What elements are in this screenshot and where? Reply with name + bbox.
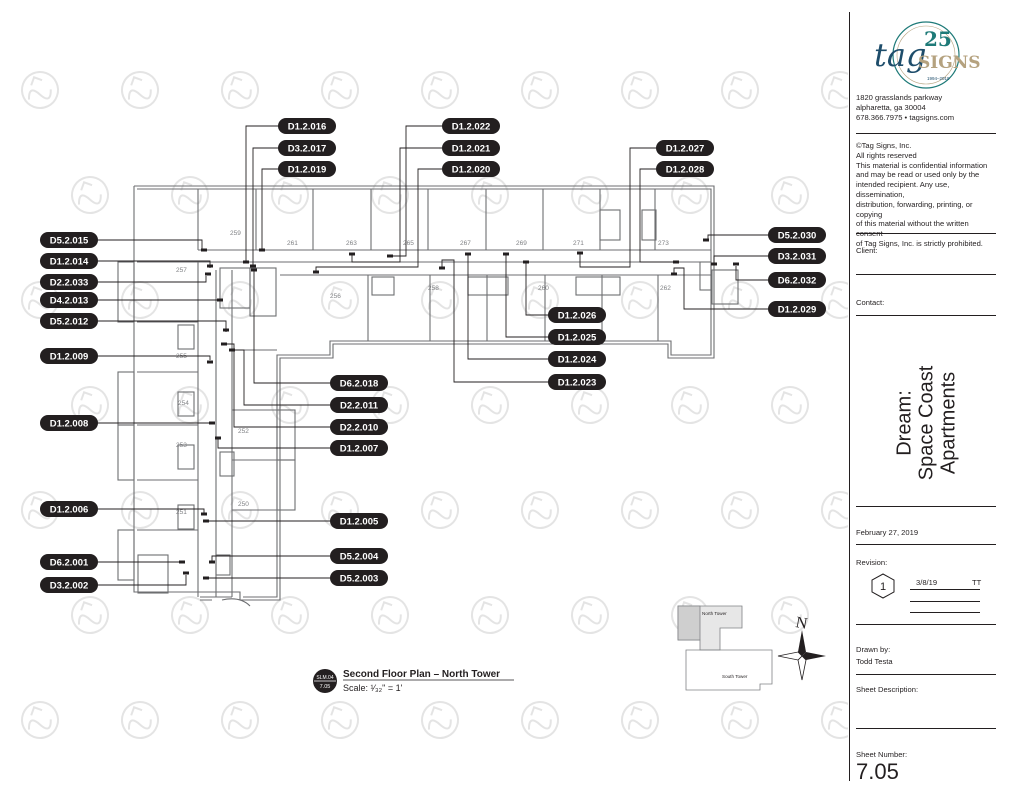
revision-label: Revision:: [856, 558, 888, 567]
watermark-logo: [16, 696, 64, 744]
room-number: 256: [330, 293, 341, 300]
watermark-logo: [516, 486, 564, 534]
sign-tag-text: D1.2.014: [49, 256, 89, 268]
sign-tag-d1-2-006: [40, 501, 98, 517]
watermark-logo: [716, 276, 764, 324]
watermark-logo: [466, 171, 514, 219]
watermark-logo: [116, 66, 164, 114]
leader-line-d3-2-031: [714, 256, 768, 264]
sign-tag-text: D2.2.033: [49, 277, 89, 289]
room-number: 263: [346, 240, 357, 247]
room-number: 260: [538, 285, 549, 292]
sign-tag-text: D6.2.001: [49, 557, 89, 569]
copyright-line: All rights reserved: [856, 150, 917, 160]
sign-tag-text: D1.2.022: [451, 121, 491, 133]
sign-tag-text: D1.2.028: [665, 164, 705, 176]
sign-tag-d1-2-022: [442, 118, 500, 134]
svg-text:tag: tag: [874, 36, 927, 74]
watermark-logo: [666, 171, 714, 219]
sign-tag-d6-2-032: [768, 272, 826, 288]
copyright-line: ©Tag Signs, Inc.: [856, 141, 912, 150]
leader-line-d5-2-012: [98, 321, 226, 332]
watermark-logo: [616, 696, 664, 744]
watermark-logo: [666, 381, 714, 429]
watermark-logo: [166, 591, 214, 639]
key-plan-south-label: South Tower: [722, 674, 748, 679]
sign-tag-d2-2-033: [40, 274, 98, 290]
sign-tag-text: D5.2.003: [339, 573, 379, 585]
revision-initials: TT: [972, 578, 982, 587]
leader-line-d1-2-027: [580, 148, 656, 267]
watermark-logo: [316, 276, 364, 324]
watermark-logo: [816, 486, 848, 534]
room-number: 253: [176, 442, 187, 449]
watermark-logo: [266, 171, 314, 219]
leader-line-d6-2-018: [254, 270, 330, 383]
sign-tag-text: D1.2.020: [451, 164, 491, 176]
watermark-logo: [366, 171, 414, 219]
room-number: 251: [176, 509, 187, 516]
revision-line: [910, 601, 980, 602]
sign-tag-d4-2-013: [40, 292, 98, 308]
sheet-number: 7.05: [856, 759, 899, 784]
sign-tag-text: D5.2.030: [777, 230, 817, 242]
sign-tag-d1-2-025: [548, 329, 606, 345]
svg-text:1994–2019: 1994–2019: [927, 76, 950, 81]
leader-line-d3-2-002: [98, 575, 186, 585]
marker-d5-2-030: [703, 239, 709, 242]
revision-hexagon-icon: [870, 573, 896, 599]
marker-d6-2-032: [733, 263, 739, 266]
marker-d1-2-009: [207, 361, 213, 364]
sign-tag-d1-2-023: [548, 374, 606, 390]
room-number: 267: [460, 240, 471, 247]
watermark-logo: [816, 696, 848, 744]
sign-tag-text: D5.2.012: [49, 316, 89, 328]
marker-d5-2-012: [223, 329, 229, 332]
leader-line-d1-2-022: [390, 126, 442, 256]
watermark-pattern: [16, 66, 848, 744]
address-line: alpharetta, ga 30004: [856, 102, 926, 112]
leader-line-d1-2-025: [506, 254, 548, 337]
revision-line: [910, 589, 980, 590]
sign-tag-text: D1.2.009: [49, 351, 89, 363]
sign-tag-text: D1.2.025: [557, 332, 597, 344]
sign-tag-d3-2-031: [768, 248, 826, 264]
watermark-logo: [16, 66, 64, 114]
sign-tag-d5-2-004: [330, 548, 388, 564]
sign-tag-d1-2-027: [656, 140, 714, 156]
marker-d5-2-015: [201, 249, 207, 252]
company-address: [856, 93, 954, 122]
watermark-logo: [716, 66, 764, 114]
marker-d1-2-023: [439, 267, 445, 270]
divider: [856, 233, 996, 234]
sign-tag-d1-2-007: [330, 440, 388, 456]
room-number: 254: [178, 400, 189, 407]
sign-tag-text: D3.2.017: [287, 143, 327, 155]
divider: [856, 315, 996, 316]
watermark-logo: [466, 381, 514, 429]
sign-tag-text: D1.2.023: [557, 377, 597, 389]
marker-d1-2-016: [243, 261, 249, 264]
sign-tag-d6-2-018: [330, 375, 388, 391]
north-letter: N: [794, 614, 809, 633]
watermark-logo: [166, 171, 214, 219]
drawing-title-block: [313, 669, 514, 693]
watermark-logo: [716, 486, 764, 534]
watermark-logo: [266, 591, 314, 639]
drawn-by-name: Todd Testa: [856, 657, 893, 666]
room-number: 255: [176, 353, 187, 360]
sign-tag-text: D1.2.021: [451, 143, 491, 155]
watermark-logo: [416, 696, 464, 744]
copyright-line: intended recipient. Any use, dissemination,: [856, 180, 950, 199]
drawing-scale: Scale: ¹⁄₃₂" = 1': [343, 683, 403, 693]
copyright-line: This material is confidential information: [856, 160, 988, 170]
divider: [856, 544, 996, 545]
leader-line-d1-2-024: [468, 254, 548, 359]
sign-tag-d5-2-030: [768, 227, 826, 243]
room-number: 262: [660, 285, 671, 292]
watermark-logo: [766, 171, 814, 219]
watermark-logo: [66, 171, 114, 219]
watermark-logo: [216, 276, 264, 324]
sign-tag-d3-2-002: [40, 577, 98, 593]
sign-tag-d5-2-015: [40, 232, 98, 248]
sign-tag-text: D1.2.024: [557, 354, 597, 366]
marker-d1-2-029: [671, 273, 677, 276]
marker-d3-2-017: [250, 265, 256, 268]
marker-d2-2-010: [221, 343, 227, 346]
marker-d5-2-004: [209, 561, 215, 564]
sign-tag-text: D1.2.026: [557, 310, 597, 322]
room-number: 271: [573, 240, 584, 247]
copyright-line: distribution, forwarding, printing, or copying: [856, 199, 973, 219]
marker-d1-2-020: [313, 271, 319, 274]
drawing-badge-bottom: 7.05: [319, 684, 331, 690]
sign-tag-d1-2-024: [548, 351, 606, 367]
marker-d1-2-006: [201, 513, 207, 516]
sign-tag-text: D3.2.002: [49, 580, 89, 592]
divider: [856, 728, 996, 729]
sign-tag-d5-2-003: [330, 570, 388, 586]
marker-d1-2-021: [349, 253, 355, 256]
sign-tag-d2-2-010: [330, 419, 388, 435]
watermark-logo: [116, 486, 164, 534]
leader-line-d5-2-030: [708, 235, 768, 240]
marker-d1-2-024: [465, 253, 471, 256]
watermark-logo: [616, 276, 664, 324]
leader-line-d1-2-009: [98, 356, 210, 360]
sign-tag-d1-2-019: [278, 161, 336, 177]
room-number: 269: [516, 240, 527, 247]
sign-tag-text: D5.2.015: [49, 235, 89, 247]
watermark-logo: [616, 486, 664, 534]
marker-d2-2-033: [205, 273, 211, 276]
watermark-logo: [766, 381, 814, 429]
client-label: Client:: [856, 246, 878, 255]
watermark-logo: [516, 696, 564, 744]
watermark-logo: [316, 66, 364, 114]
address-line: 1820 grasslands parkway: [856, 93, 943, 102]
marker-d1-2-008: [209, 422, 215, 425]
revision-number: 1: [879, 581, 887, 593]
room-number: 259: [230, 230, 241, 237]
copyright-line: of Tag Signs, Inc. is strictly prohibited.: [856, 238, 983, 248]
watermark-logo: [516, 66, 564, 114]
drawn-by-label: Drawn by:: [856, 645, 891, 654]
drawing-date: February 27, 2019: [856, 528, 919, 537]
leader-line-d1-2-019: [262, 169, 278, 250]
marker-d6-2-001: [179, 561, 185, 564]
marker-d1-2-007: [215, 437, 221, 440]
divider: [856, 274, 996, 275]
project-title-box: [856, 330, 997, 516]
sign-tag-d3-2-017: [278, 140, 336, 156]
sign-tag-d1-2-020: [442, 161, 500, 177]
marker-d3-2-031: [711, 263, 717, 266]
watermark-logo: [366, 591, 414, 639]
marker-d5-2-003: [203, 577, 209, 580]
tag-signs-logo: [864, 18, 990, 92]
contact-label: Contact:: [856, 298, 885, 307]
sign-tag-text: D1.2.005: [339, 516, 379, 528]
sign-tag-text: D1.2.016: [287, 121, 327, 133]
watermark-logo: [166, 381, 214, 429]
sign-tag-text: D2.2.010: [339, 422, 379, 434]
watermark-logo: [66, 591, 114, 639]
copyright-line: and may be read or used only by the: [856, 170, 980, 180]
marker-d6-2-018: [251, 269, 257, 272]
sign-tag-d1-2-009: [40, 348, 98, 364]
watermark-logo: [816, 66, 848, 114]
copyright-line: of this material without the written consent: [856, 219, 969, 239]
key-plan-north-label: North Tower: [702, 611, 727, 616]
marker-d1-2-027: [577, 252, 583, 255]
sign-tag-text: D1.2.029: [777, 304, 817, 316]
leader-line-d6-2-032: [736, 266, 768, 280]
marker-d3-2-002: [183, 572, 189, 575]
watermark-logo: [566, 591, 614, 639]
leader-line-d1-2-020: [316, 169, 442, 272]
room-number: 252: [238, 428, 249, 435]
revision-line: [910, 612, 980, 613]
marker-d4-2-013: [217, 299, 223, 302]
sign-tag-text: D2.2.011: [339, 400, 379, 412]
sign-tag-d1-2-016: [278, 118, 336, 134]
watermark-logo: [116, 696, 164, 744]
title-block: [849, 12, 996, 784]
sheet-description-label: Sheet Description:: [856, 685, 919, 694]
sign-tag-d1-2-014: [40, 253, 98, 269]
divider: [856, 506, 996, 507]
sheet-number-label: Sheet Number:: [856, 750, 908, 759]
svg-text:SIGNS: SIGNS: [918, 53, 981, 73]
watermark-logo: [566, 171, 614, 219]
address-line: 678.366.7975 • tagsigns.com: [856, 112, 955, 122]
marker-d2-2-011: [229, 349, 235, 352]
room-number: 258: [428, 285, 439, 292]
drawing-badge-top: SLM.04: [316, 675, 334, 681]
key-plan: [678, 606, 772, 690]
watermark-logo: [616, 66, 664, 114]
room-number: 257: [176, 267, 187, 274]
divider: [856, 624, 996, 625]
sign-tag-d1-2-028: [656, 161, 714, 177]
watermark-logo: [216, 696, 264, 744]
watermark-logo: [416, 276, 464, 324]
marker-d1-2-025: [503, 253, 509, 256]
divider: [856, 133, 996, 134]
sign-tag-text: D1.2.007: [339, 443, 379, 455]
sign-tag-d5-2-012: [40, 313, 98, 329]
leader-line-d1-2-007: [218, 438, 330, 448]
marker-d1-2-019: [259, 249, 265, 252]
watermark-logo: [466, 591, 514, 639]
sign-tag-text: D4.2.013: [49, 295, 89, 307]
building-walls: [118, 186, 738, 606]
marker-d1-2-026: [523, 261, 529, 264]
sign-tag-d1-2-021: [442, 140, 500, 156]
watermark-logo: [216, 66, 264, 114]
revision-date: 3/8/19: [916, 578, 938, 587]
room-number: 261: [287, 240, 298, 247]
project-title-line: Apartments: [937, 371, 960, 475]
leader-line-d3-2-017: [253, 148, 278, 266]
sign-tag-text: D5.2.004: [339, 551, 379, 563]
divider: [856, 674, 996, 675]
sign-tag-d1-2-005: [330, 513, 388, 529]
watermark-logo: [416, 486, 464, 534]
marker-d1-2-028: [673, 261, 679, 264]
leader-line-d2-2-033: [98, 276, 206, 282]
watermark-logo: [316, 696, 364, 744]
sign-tag-d1-2-026: [548, 307, 606, 323]
drawing-title: Second Floor Plan – North Tower: [343, 669, 501, 680]
watermark-logo: [416, 66, 464, 114]
marker-d1-2-022: [387, 255, 393, 258]
sign-tag-text: D3.2.031: [777, 251, 817, 263]
sign-tag-d2-2-011: [330, 397, 388, 413]
sign-tag-text: D1.2.027: [665, 143, 705, 155]
leader-line-d1-2-023: [442, 260, 548, 382]
sign-tag-text: D6.2.032: [777, 275, 817, 287]
project-title: [893, 366, 959, 481]
sign-tag-text: D1.2.019: [287, 164, 327, 176]
sign-tag-text: D1.2.008: [49, 418, 89, 430]
room-number: 250: [238, 501, 249, 508]
sign-tag-d6-2-001: [40, 554, 98, 570]
sign-tag-d1-2-008: [40, 415, 98, 431]
watermark-logo: [716, 696, 764, 744]
leader-line-d1-2-028: [640, 169, 676, 262]
sign-tag-text: D1.2.006: [49, 504, 89, 516]
svg-text:25: 25: [924, 27, 952, 51]
leader-line-d5-2-015: [98, 240, 202, 250]
project-title-line: Dream:: [893, 390, 916, 456]
marker-d1-2-005: [203, 520, 209, 523]
room-number: 265: [403, 240, 414, 247]
marker-d1-2-014: [207, 265, 213, 268]
north-arrow-icon: [778, 614, 826, 680]
room-number: 273: [658, 240, 669, 247]
sign-tag-d1-2-029: [768, 301, 826, 317]
project-title-line: Space Coast: [915, 365, 938, 481]
sign-tag-text: D6.2.018: [339, 378, 379, 390]
